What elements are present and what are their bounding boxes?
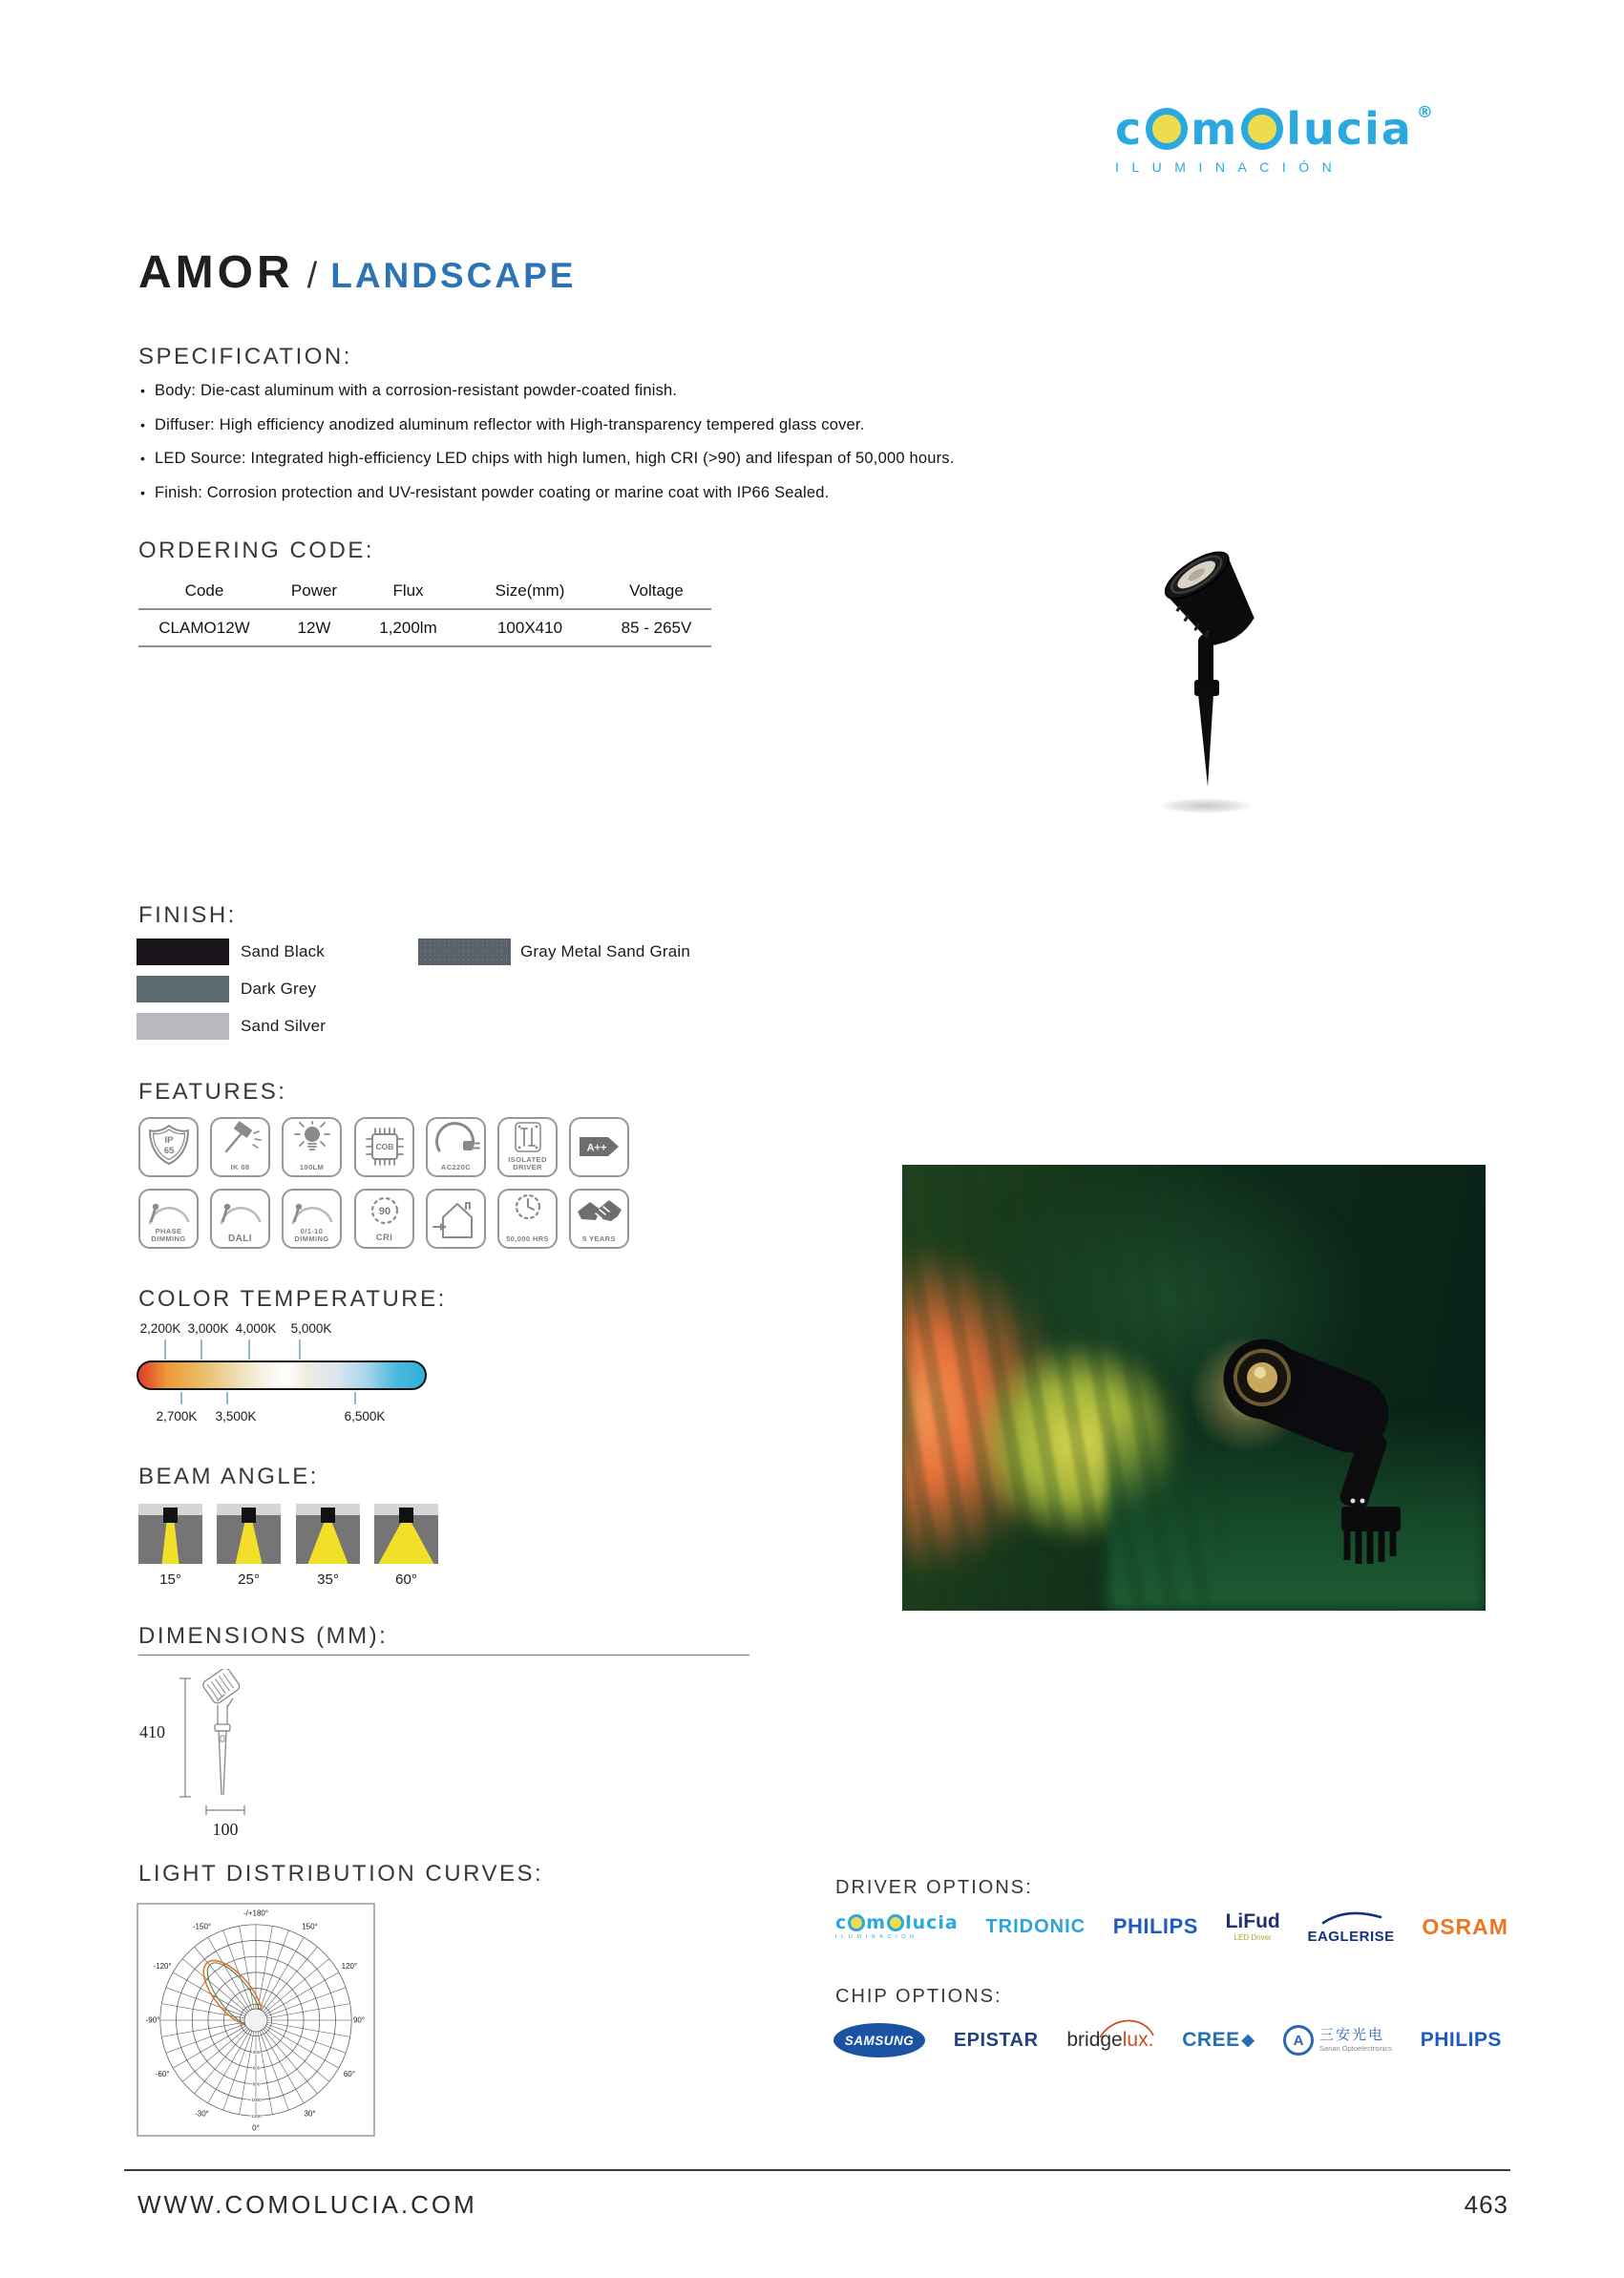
dimmer-dial-icon <box>215 1192 266 1225</box>
ct-tick <box>180 1392 182 1404</box>
beam-fixture <box>321 1508 335 1523</box>
dimension-drawing <box>178 1669 264 1803</box>
cell-code: CLAMO12W <box>158 618 250 637</box>
driver-logo-tridonic: TRIDONIC <box>985 1915 1086 1937</box>
photo-leaf-texture <box>902 1165 1223 1611</box>
feature-cri90: 90 CRI <box>354 1189 414 1249</box>
clock-icon <box>502 1192 554 1223</box>
dimension-height-label: 410 <box>139 1722 165 1741</box>
finish-label-gray-metal: Gray Metal Sand Grain <box>520 942 691 960</box>
beam-label-35: 35° <box>317 1571 339 1588</box>
finish-label-sand-black: Sand Black <box>241 942 325 960</box>
svg-text:400: 400 <box>252 2051 261 2056</box>
ct-label-3000k: 3,000K <box>187 1321 229 1336</box>
footer-page-number: 463 <box>1464 2190 1508 2219</box>
registered-mark: ® <box>1416 103 1433 122</box>
logo-o-icon <box>1146 108 1188 150</box>
chip-options-row <box>833 2018 1502 2062</box>
bulb-icon <box>286 1121 338 1155</box>
chip-logo-bridgelux: bridgelux. <box>1066 2029 1153 2052</box>
svg-text:1200: 1200 <box>251 2114 262 2120</box>
cob-chip-icon <box>359 1121 411 1174</box>
footer-rule <box>124 2169 1510 2171</box>
feature-50000hrs: 50,000 HRS <box>497 1189 558 1249</box>
svg-text:120°: 120° <box>341 1962 358 1972</box>
feature-phase-dimming: PHASE DIMMING <box>138 1189 199 1249</box>
feature-ac220: AC220C <box>426 1117 486 1177</box>
product-photo <box>1131 498 1294 818</box>
chip-logo-epistar: EPISTAR <box>953 2029 1039 2051</box>
ct-label-3500k: 3,500K <box>215 1409 257 1424</box>
finish-swatch-dark-grey <box>137 976 229 1002</box>
feature-energy-class <box>569 1117 629 1177</box>
dimension-width-label: 100 <box>212 1820 239 1839</box>
ct-label-4000k: 4,000K <box>235 1321 277 1336</box>
driver-options-row <box>835 1906 1508 1948</box>
product-category: LANDSCAPE <box>330 256 577 295</box>
svg-text:IP: IP <box>164 1135 173 1146</box>
ct-tick <box>226 1392 228 1404</box>
feature-cob <box>354 1117 414 1177</box>
beam-angle-heading: BEAM ANGLE: <box>138 1464 319 1489</box>
brand-wordmark <box>1115 103 1433 155</box>
cell-size: 100X410 <box>496 618 563 637</box>
svg-text:A++: A++ <box>586 1142 606 1154</box>
beam-cone-icon <box>217 1522 281 1564</box>
hammer-icon <box>215 1121 266 1155</box>
beam-cone-icon <box>138 1522 202 1564</box>
svg-text:150°: 150° <box>302 1922 318 1931</box>
svg-text:-30°: -30° <box>195 2109 209 2119</box>
svg-text:1000: 1000 <box>251 2099 262 2104</box>
ordering-data-row <box>138 608 711 647</box>
spec-bullet: • Body: Die-cast aluminum with a corrosion-resistant powder-coated finish. <box>140 382 1095 400</box>
chip-options-heading: CHIP OPTIONS: <box>835 1986 1002 2007</box>
ct-tick <box>164 1339 166 1360</box>
finish-swatch-sand-silver <box>137 1013 229 1040</box>
feature-indoor-outdoor <box>426 1189 486 1249</box>
wordmark-part3: lucia <box>905 1911 959 1933</box>
specification-heading: SPECIFICATION: <box>138 344 352 369</box>
ct-tick <box>248 1339 250 1360</box>
handshake-icon <box>574 1192 625 1225</box>
finish-swatch-sand-black <box>137 939 229 965</box>
col-header-size: Size(mm) <box>495 580 565 600</box>
chip-logo-philips: PHILIPS <box>1420 2029 1502 2051</box>
photo-spotlight-fixture <box>1189 1298 1456 1604</box>
feature-ik08: IK 08 <box>210 1117 270 1177</box>
isolated-driver-icon <box>502 1121 554 1153</box>
svg-text:0°: 0° <box>252 2123 260 2133</box>
brand-logo <box>1115 103 1433 175</box>
garden-photo <box>902 1165 1486 1611</box>
svg-text:-60°: -60° <box>155 2070 170 2079</box>
page-title <box>138 246 576 299</box>
driver-logo-eaglerise: EAGLERISE <box>1307 1910 1394 1944</box>
col-header-power: Power <box>290 580 338 600</box>
driver-logo-philips: PHILIPS <box>1112 1914 1198 1938</box>
svg-text:-90°: -90° <box>145 2015 160 2025</box>
brand-subtitle: ILUMINACIÓN <box>1115 159 1345 175</box>
house-icon <box>431 1192 482 1246</box>
beam-box-25 <box>217 1504 281 1564</box>
beam-cone-icon <box>296 1522 360 1564</box>
brand-subtitle: ILUMINACIÓN <box>835 1933 918 1940</box>
product-name: AMOR <box>138 247 294 298</box>
wordmark-part2: m <box>1191 103 1239 155</box>
finish-label-dark-grey: Dark Grey <box>241 980 317 998</box>
title-separator: / <box>306 256 318 296</box>
eagle-swoosh-icon <box>1318 1910 1384 1925</box>
finish-swatch-gray-metal <box>418 939 511 965</box>
beam-box-35 <box>296 1504 360 1564</box>
svg-text:60°: 60° <box>343 2070 355 2079</box>
beam-label-60: 60° <box>395 1571 417 1588</box>
beam-box-60 <box>374 1504 438 1564</box>
dimension-width-bracket <box>204 1804 246 1816</box>
ac-plug-icon <box>431 1121 482 1155</box>
wordmark-part3: lucia <box>1286 103 1413 155</box>
ct-label-2700k: 2,700K <box>156 1409 198 1424</box>
feature-5years: 5 YEARS <box>569 1189 629 1249</box>
dimensions-heading: DIMENSIONS (MM): <box>138 1623 389 1649</box>
driver-logo-osram: OSRAM <box>1422 1913 1508 1939</box>
dimensions-rule <box>138 1655 749 1656</box>
svg-text:65: 65 <box>163 1146 174 1156</box>
feature-0-1-10-dimming: 0/1-10 DIMMING <box>282 1189 342 1249</box>
feature-100lm: 100LM <box>282 1117 342 1177</box>
finish-label-sand-silver: Sand Silver <box>241 1017 327 1035</box>
cree-diamond-icon: ◆ <box>1241 2031 1255 2049</box>
beam-label-15: 15° <box>159 1571 181 1588</box>
ct-tick <box>354 1392 356 1404</box>
ip65-shield-icon <box>143 1121 195 1174</box>
svg-text:90°: 90° <box>352 2015 366 2025</box>
energy-label-icon <box>574 1121 625 1174</box>
svg-text:600: 600 <box>252 2066 261 2072</box>
chip-logo-cree: CREE ◆ <box>1182 2029 1255 2051</box>
chip-logo-sanan: A 三安光电 Sanan Optoelectronics <box>1283 2025 1392 2056</box>
dimmer-dial-icon <box>286 1192 338 1225</box>
driver-logo-lifud: LiFud LED Driver <box>1225 1910 1280 1942</box>
svg-text:-/+180°: -/+180° <box>243 1909 269 1918</box>
wordmark-part1: c <box>1115 103 1144 155</box>
footer-website: WWW.COMOLUCIA.COM <box>137 2190 477 2219</box>
svg-text:COB: COB <box>375 1142 393 1151</box>
spec-bullet: • Finish: Corrosion protection and UV-resistant powder coating or marine coat with IP66 Sealed. <box>140 484 1095 502</box>
wordmark-part2: m <box>866 1911 887 1933</box>
cell-voltage: 85 - 265V <box>621 618 692 637</box>
dimmer-dial-icon <box>143 1192 195 1225</box>
beam-cone-icon <box>374 1522 438 1564</box>
finish-heading: FINISH: <box>138 902 237 928</box>
cri-circle-icon <box>359 1192 411 1231</box>
ct-tick <box>299 1339 301 1360</box>
ct-label-5000k: 5,000K <box>290 1321 332 1336</box>
ct-label-2200k: 2,200K <box>139 1321 181 1336</box>
cell-flux: 1,200lm <box>379 618 437 637</box>
distribution-heading: LIGHT DISTRIBUTION CURVES: <box>138 1861 544 1887</box>
beam-label-25: 25° <box>238 1571 260 1588</box>
color-temperature-heading: COLOR TEMPERATURE: <box>138 1286 447 1312</box>
chip-logo-samsung: SAMSUNG <box>833 2023 925 2057</box>
distribution-chart <box>137 1903 375 2141</box>
svg-text:30°: 30° <box>304 2109 316 2119</box>
col-header-flux: Flux <box>392 580 424 600</box>
driver-logo-comolucia <box>835 1911 959 1940</box>
spec-bullet: • Diffuser: High efficiency anodized aluminum reflector with High-transparency tempered glass cover. <box>140 416 1095 434</box>
driver-options-heading: DRIVER OPTIONS: <box>835 1877 1033 1898</box>
ordering-table <box>138 573 711 647</box>
sanan-a-icon: A <box>1283 2025 1314 2056</box>
col-header-code: Code <box>184 580 224 600</box>
features-heading: FEATURES: <box>138 1079 287 1105</box>
logo-o-icon <box>1241 108 1283 150</box>
logo-o-icon <box>887 1914 904 1931</box>
svg-text:90: 90 <box>378 1206 390 1217</box>
feature-ip65 <box>138 1117 199 1177</box>
ordering-heading: ORDERING CODE: <box>138 538 375 563</box>
ordering-header-row <box>138 573 711 608</box>
feature-dali: DALI <box>210 1189 270 1249</box>
feature-isolated-driver: ISOLATED DRIVER <box>497 1117 558 1177</box>
svg-text:800: 800 <box>252 2082 261 2088</box>
beam-box-15 <box>138 1504 202 1564</box>
svg-text:-120°: -120° <box>153 1962 172 1972</box>
cell-power: 12W <box>297 618 331 637</box>
ct-label-6500k: 6,500K <box>344 1409 386 1424</box>
beam-fixture <box>163 1508 178 1523</box>
bridgelux-arc-icon <box>1098 2014 1157 2038</box>
col-header-voltage: Voltage <box>629 580 684 600</box>
spec-bullet: • LED Source: Integrated high-efficiency LED chips with high lumen, high CRI (>90) and lifespan of 50,000 hours. <box>140 450 1095 468</box>
color-temperature-bar <box>137 1360 427 1390</box>
ct-tick <box>200 1339 202 1360</box>
logo-o-icon <box>848 1914 865 1931</box>
svg-text:-150°: -150° <box>192 1922 212 1931</box>
beam-fixture <box>242 1508 256 1523</box>
wordmark-part1: c <box>835 1911 848 1933</box>
specification-list <box>140 382 1095 517</box>
beam-fixture <box>399 1508 413 1523</box>
